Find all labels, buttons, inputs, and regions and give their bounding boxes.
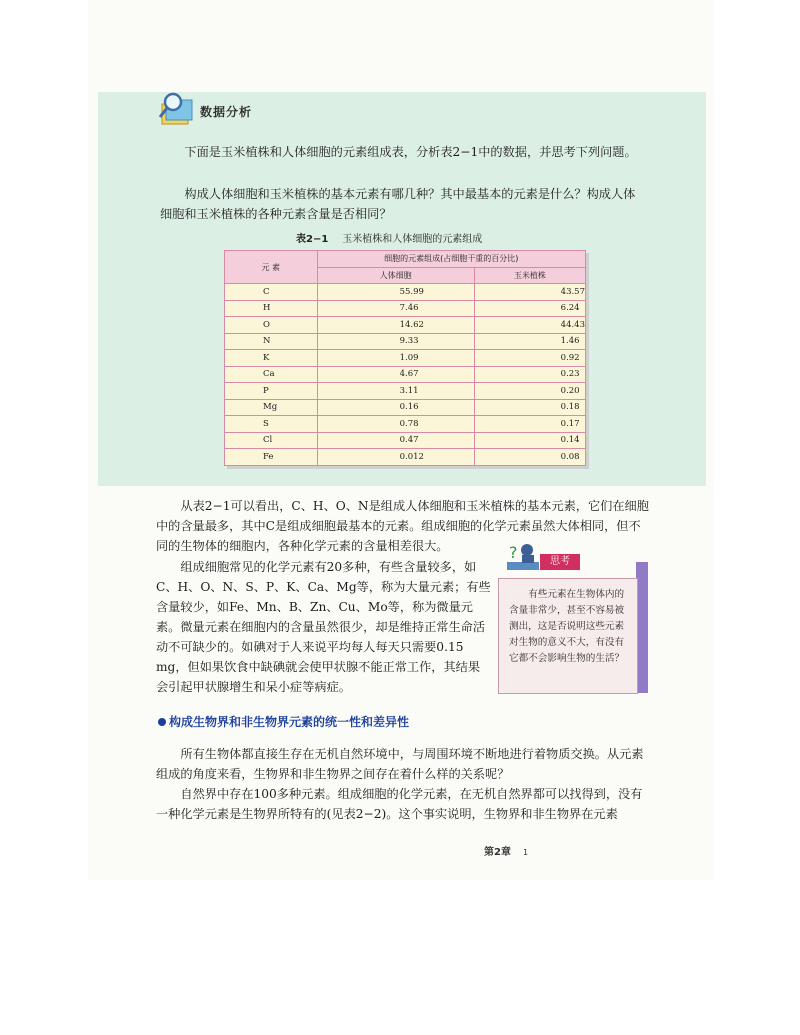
intro-paragraph-1: 下面是玉米植株和人体细胞的元素组成表，分析表2−1中的数据，并思考下列问题。	[184, 145, 637, 159]
table-row	[225, 383, 586, 400]
cell-element: H	[225, 300, 318, 317]
header-group: 细胞的元素组成(占细胞干重的百分比)	[317, 251, 585, 268]
page-number: 1	[522, 848, 529, 857]
cell-element: Mg	[225, 399, 318, 416]
cell-corn: 0.17	[474, 416, 585, 433]
cell-corn: 0.92	[474, 350, 585, 367]
table-number: 表2−1	[296, 234, 329, 245]
section-paragraph-1: 所有生物体都直接生存在无机自然环境中，与周围环境不断地进行着物质交换。从元素组成的角度来看，生物界和非生物界之间存在着什么样的关系呢？	[156, 747, 644, 781]
cell-human: 7.46	[317, 300, 474, 317]
cell-element: Cl	[225, 432, 318, 449]
cell-element: O	[225, 317, 318, 334]
cell-human: 9.33	[317, 333, 474, 350]
chapter-label: 第2章	[484, 847, 511, 858]
section-heading	[158, 713, 409, 730]
section-title: 数据分析	[200, 105, 253, 119]
section-heading-text: 构成生物界和非生物界元素的统一性和差异性	[169, 715, 410, 729]
header-corn-plant: 玉米植株	[474, 267, 585, 284]
body-paragraph-2: 组成细胞常见的化学元素有20多种，有些含量较多，如C、H、O、N、S、P、K、Ca、Mg等，称为大量元素；有些含量较少，如Fe、Mn、B、Zn、Cu、Mo等，称为微量元素。微量元素在细胞内的含量虽然很少，却是维持正常生命活动不可缺少的。如碘对于人来说平均每人每天只需要0.15 mg，但如果饮食中缺碘就会使甲状腺不能正常工作，其结果会引起甲状腺增生和呆小症等病症。	[156, 560, 491, 694]
table-row	[225, 399, 586, 416]
table-row	[225, 300, 586, 317]
cell-corn: 0.20	[474, 383, 585, 400]
cell-human: 0.47	[317, 432, 474, 449]
cell-human: 4.67	[317, 366, 474, 383]
cell-human: 0.012	[317, 449, 474, 466]
header-human-cell: 人体细胞	[317, 267, 474, 284]
table-row	[225, 284, 586, 301]
cell-element: C	[225, 284, 318, 301]
table-row	[225, 366, 586, 383]
cell-human: 0.78	[317, 416, 474, 433]
bullet-icon	[158, 718, 166, 726]
cell-human: 0.16	[317, 399, 474, 416]
cell-element: Fe	[225, 449, 318, 466]
cell-corn: 6.24	[474, 300, 585, 317]
magnifier-book-icon	[156, 90, 200, 126]
cell-corn: 0.14	[474, 432, 585, 449]
cell-human: 14.62	[317, 317, 474, 334]
intro-paragraph-2: 构成人体细胞和玉米植株的基本元素有哪几种？其中最基本的元素是什么？构成人体细胞和玉米植株的各种元素含量是否相同？	[160, 187, 636, 221]
element-composition-table	[224, 250, 586, 466]
cell-corn: 1.46	[474, 333, 585, 350]
page-footer	[484, 843, 528, 858]
think-box	[498, 578, 638, 694]
cell-element: K	[225, 350, 318, 367]
think-text: 有些元素在生物体内的含量非常少，甚至不容易被测出，这是否说明这些元素对生物的意义不大，有没有它都不会影响生物的生活？	[509, 589, 625, 664]
cell-element: Ca	[225, 366, 318, 383]
thinking-person-icon	[505, 540, 541, 572]
table-title: 玉米植株和人体细胞的元素组成	[342, 234, 483, 245]
body-paragraph-1: 从表2−1可以看出，C、H、O、N是组成人体细胞和玉米植株的基本元素，它们在细胞中的含量最多，其中C是组成细胞最基本的元素。组成细胞的化学元素虽然大体相同，但不同的生物体的细胞内，各种化学元素的含量相差很大。	[156, 499, 649, 553]
table-row	[225, 432, 586, 449]
table-row	[225, 317, 586, 334]
table-row	[225, 416, 586, 433]
table-row	[225, 350, 586, 367]
cell-element: S	[225, 416, 318, 433]
cell-corn: 0.23	[474, 366, 585, 383]
header-element: 元 素	[225, 251, 318, 284]
table-row	[225, 333, 586, 350]
svg-text:?: ?	[509, 543, 518, 562]
cell-element: P	[225, 383, 318, 400]
cell-corn: 0.08	[474, 449, 585, 466]
cell-corn: 0.18	[474, 399, 585, 416]
table-caption	[296, 230, 516, 245]
section-paragraph-2: 自然界中存在100多种元素。组成细胞的化学元素，在无机自然界都可以找得到，没有一种化学元素是生物界所特有的(见表2−2)。这个事实说明，生物界和非生物界在元素	[156, 787, 643, 821]
cell-corn: 44.43	[474, 317, 585, 334]
cell-element: N	[225, 333, 318, 350]
cell-human: 1.09	[317, 350, 474, 367]
cell-human: 3.11	[317, 383, 474, 400]
cell-human: 55.99	[317, 284, 474, 301]
think-label: 思考	[540, 554, 580, 570]
table-row	[225, 449, 586, 466]
cell-corn: 43.57	[474, 284, 585, 301]
